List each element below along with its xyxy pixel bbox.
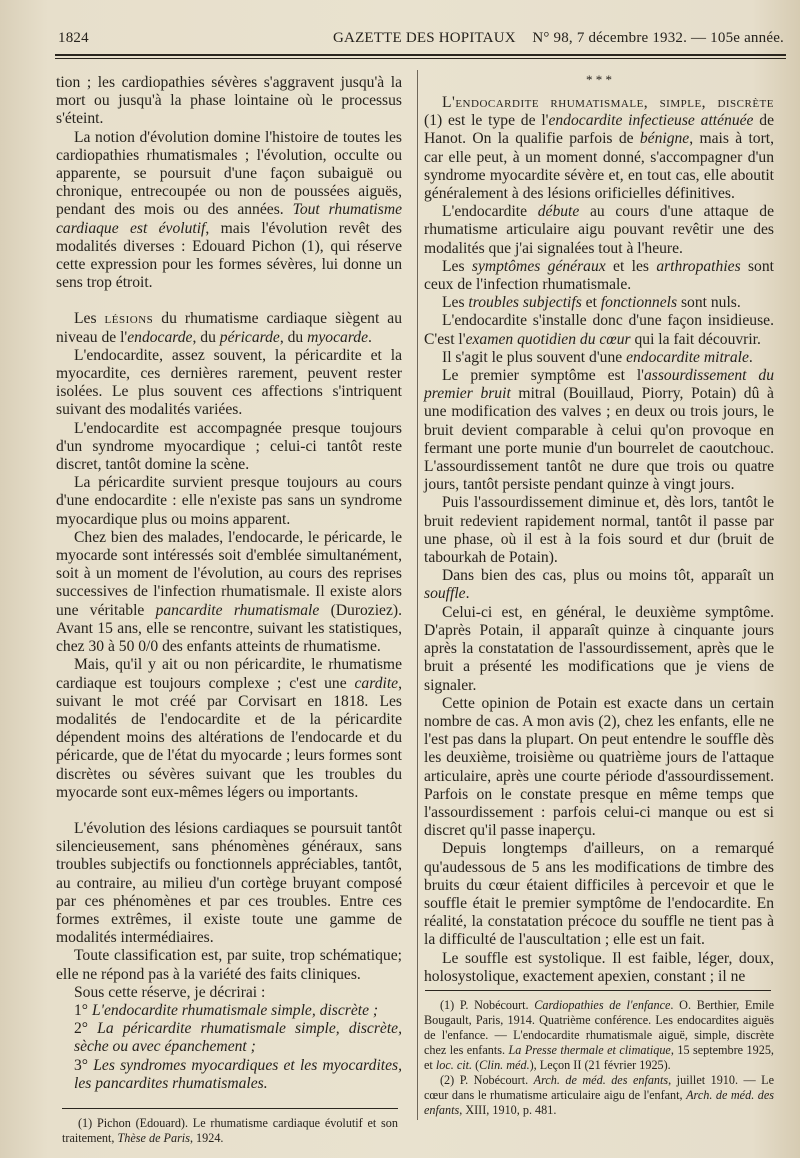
left-column <box>56 74 402 1093</box>
paragraph: Les lésions du rhumatisme cardiaque siègent au niveau de l'endocarde, du péricarde, du myocarde. <box>56 310 402 346</box>
paragraph: Chez bien des malades, l'endocarde, le péricarde, le myocarde sont intéressés soit d'emblée simultanément, soit à un moment de l'évolution, au cours des reprises successives de l'infection rhumatismale. Il existe alors une véritable pancardite rhumatismale (Duroziez). Avant 15 ans, elle se rencontre, suivant les statistiques, chez 30 à 50 0/0 des enfants atteints de rhumatisme. <box>56 528 402 656</box>
paragraph: Depuis longtemps d'ailleurs, on a remarqué qu'audessous de 5 ans les modifications de timbre des bruits du cœur étaient difficiles à percevoir et que le souffle était le premier symptôme de l'endocardite. En réalité, la constatation précoce du souffle ne tient pas à la difficulté de l'auscultation ; elle est un fait. <box>424 840 774 949</box>
column-divider <box>417 70 418 1120</box>
page-header <box>58 30 784 52</box>
classification-list <box>56 1002 402 1093</box>
footnote: (1) Pichon (Edouard). Le rhumatisme cardiaque évolutif et son traitement, Thèse de Paris, 1924. <box>62 1116 398 1145</box>
list-item: 2° La péricardite rhumatismale simple, discrète, sèche ou avec épanchement ; <box>74 1020 402 1056</box>
page-number: 1824 <box>58 30 89 46</box>
paragraph: tion ; les cardiopathies sévères s'aggravent jusqu'à la mort ou jusqu'à la phase lointaine où le processus s'éteint. <box>56 74 402 128</box>
footnote-rule <box>425 990 771 991</box>
paragraph: Les troubles subjectifs et fonctionnels sont nuls. <box>442 294 741 312</box>
journal-title: GAZETTE DES HOPITAUX <box>333 30 516 46</box>
footnotes-right <box>424 998 774 1118</box>
section-separator-asterisks: * * * <box>586 72 612 87</box>
footnote: (2) P. Nobécourt. Arch. de méd. des enfants, juillet 1910. — Le cœur dans le rhumatisme articulaire aigu de l'enfant, Arch. de méd. des enfants, XIII, 1910, p. 481. <box>424 1073 775 1117</box>
paragraph: L'endocardite débute au cours d'une attaque de rhumatisme articulaire aigu pouvant revêtir une des modalités que j'ai signalées tout à l'heure. <box>424 203 774 257</box>
paragraph: L'évolution des lésions cardiaques se poursuit tantôt silencieusement, sans phénomènes généraux, sans troubles subjectifs ou fonctionnels appréciables, tantôt, au contraire, au milieu d'un cortège bruyant composé par ces phénomènes et par ces troubles. Entre ces formes extrêmes, il existe toute une gamme de modalités intermédiaires. <box>56 819 402 947</box>
list-item: 3° Les syndromes myocardiques et les myocardites, les pancardites rhumatismales. <box>74 1056 402 1092</box>
footnote: (1) P. Nobécourt. Cardiopathies de l'enfance. O. Berthier, Emile Bougault, Paris, 1914. Quatrième conférence. Les endocardites aiguës de l'enfance. — L'endocardite rhumatismale aiguë, simple, discrète chez les enfants. La Presse thermale et climatique, 15 septembre 1925, et loc. cit. (Clin. méd.), Leçon II (21 février 1925). <box>424 998 774 1072</box>
paragraph: Cette opinion de Potain est exacte dans un certain nombre de cas. A mon avis (2), chez les enfants, elle ne l'est pas dans la plupart. On peut entendre le souffle dès les deuxième, troisième ou quatrième jours de l'attaque articulaire, après une courte période d'assourdissement. Parfois on le constate presque en même temps que l'assourdissement : parfois celui-ci manque ou est si discret qu'il passe inaperçu. <box>424 694 774 840</box>
issue-info: N° 98, 7 décembre 1932. — 105e année. <box>532 30 784 46</box>
paragraph: Les symptômes généraux et les arthropathies sont ceux de l'infection rhumatismale. <box>424 257 774 294</box>
paragraph: Dans bien des cas, plus ou moins tôt, apparaît un souffle. <box>424 567 774 603</box>
paragraph: La péricardite survient presque toujours au cours d'une endocardite : elle n'existe pas sans un syndrome myocardique plus ou moins apparent. <box>56 474 402 528</box>
paragraph: Le souffle est systolique. Il est faible, léger, doux, holosystolique, exactement apexien, constant ; il ne <box>424 949 774 985</box>
paragraph: L'endocardite, assez souvent, la péricardite et la myocardite, ces dernières rarement, peuvent rester isolées. Le plus souvent ces affections s'intriquent suivant des modalités variées. <box>56 346 402 419</box>
paragraph: L'endocardite est accompagnée presque toujours d'un syndrome myocardique ; celui-ci tantôt reste discret, tantôt domine la scène. <box>56 419 402 474</box>
paragraph: Toute classification est, par suite, trop schématique; elle ne répond pas à la variété des faits cliniques. <box>56 947 402 983</box>
paragraph: Puis l'assourdissement diminue et, dès lors, tantôt le bruit redevient rapidement normal, tantôt il passe par une phase, où il est à la fois sourd et dur (bruit de tabourkah de Potain). <box>424 494 774 567</box>
paragraph: Sous cette réserve, je décrirai : <box>74 983 266 1001</box>
list-item: 1° L'endocardite rhumatismale simple, discrète ; <box>74 1001 379 1019</box>
header-rule-thin <box>55 58 786 59</box>
header-rule-thick <box>55 54 786 56</box>
paragraph: Celui-ci est, en général, le deuxième symptôme. D'après Potain, il apparaît quinze à cinquante jours après la constatation de l'assourdissement, après que le bruit a présenté les modifications que je viens de signaler. <box>424 603 774 694</box>
paragraph: Mais, qu'il y ait ou non péricardite, le rhumatisme cardiaque est toujours complexe ; c'est une cardite, suivant le mot créé par Corvisart en 1818. Les modalités de l'endocardite et de la péricardite dépendent moins des altérations de l'endocarde et du péricarde, que de l'état du myocarde ; leurs formes sont discrètes ou sévères suivant que les troubles du myocarde sont eux-mêmes légers ou importants. <box>56 656 402 801</box>
paragraph: L'endocardite rhumatismale, simple, discrète (1) est le type de l'endocardite infectieuse atténuée de Hanot. On la qualifie parfois de bénigne, mais à tort, car elle peut, à un moment donné, s'accompagner d'un syndrome myocardite sévère et, en tout cas, elle aboutit généralement à des lésions orificielles définitives. <box>424 94 774 203</box>
paragraph: La notion d'évolution domine l'histoire de toutes les cardiopathies rhumatismales ; l'évolution, occulte ou apparente, se poursuit d'une façon subaiguë ou chronique, entrecoupée ou non de poussées aiguës, pendant des mois ou des années. Tout rhumatisme cardiaque est évolutif, mais l'évolution revêt des modalités diverses : Edouard Pichon (1), qui réserve cette expression pour les formes sévères, lui donne un sens trop étroit. <box>56 128 402 292</box>
footnote-left <box>62 1116 398 1146</box>
paragraph: L'endocardite s'installe donc d'une façon insidieuse. C'est l'examen quotidien du cœur qui la fait découvrir. <box>424 312 774 348</box>
right-column <box>424 74 774 986</box>
paragraph: Il s'agit le plus souvent d'une endocardite mitrale. <box>442 348 753 366</box>
footnote-rule <box>62 1108 398 1109</box>
paragraph: Le premier symptôme est l'assourdissement du premier bruit mitral (Bouillaud, Piorry, Potain) dû à une modification des valves ; en deux ou trois jours, le bruit devient comparable à celui qu'on provoque en fermant une porte munie d'un bourrelet de caoutchouc. L'assourdissement tantôt ne dure que trois ou quatre jours, tantôt persiste pendant quinze à vingt jours. <box>424 367 774 494</box>
